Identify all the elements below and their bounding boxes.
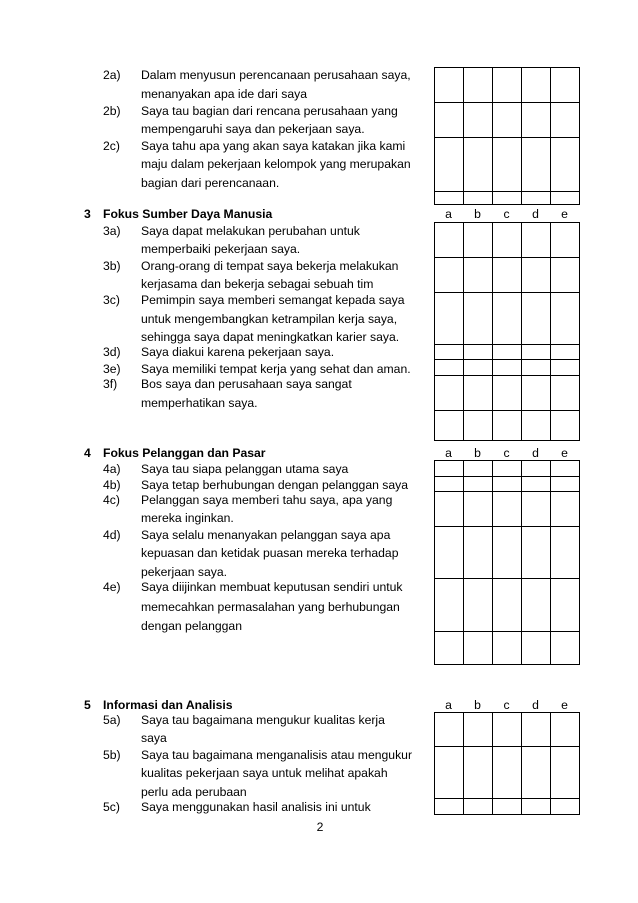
item-text: Saya tahu apa yang akan saya katakan jika kami	[141, 139, 406, 153]
item-text: perlu ada perubaan	[141, 785, 247, 799]
item-label: 5b)	[103, 748, 121, 762]
section-number: 4	[84, 446, 91, 460]
item-label: 4b)	[103, 478, 121, 492]
item-text: sehingga saya dapat meningkatkan karier saya.	[141, 330, 400, 344]
item-text: Orang-orang di tempat saya bekerja melakukan	[141, 259, 399, 273]
column-header: b	[474, 207, 481, 221]
column-header: e	[561, 207, 568, 221]
section-number: 3	[84, 207, 91, 221]
section-title: Fokus Pelanggan dan Pasar	[103, 446, 266, 460]
item-text: Saya dapat melakukan perubahan untuk	[141, 224, 360, 238]
item-text: Saya tau bagian dari rencana perusahaan yang	[141, 104, 398, 118]
item-label: 4a)	[103, 462, 121, 476]
column-header: b	[474, 446, 481, 460]
item-text: Saya tetap berhubungan dengan pelanggan saya	[141, 478, 409, 492]
column-header: c	[503, 207, 510, 221]
item-text: Saya tau siapa pelanggan utama saya	[141, 462, 349, 476]
item-text: Saya memiliki tempat kerja yang sehat dan aman.	[141, 362, 411, 376]
item-label: 4d)	[103, 528, 121, 542]
item-text: Pelanggan saya memberi tahu saya, apa yang	[141, 493, 393, 507]
item-text: memperbaiki pekerjaan saya.	[141, 242, 301, 256]
column-header: e	[561, 698, 568, 712]
item-label: 2c)	[103, 139, 120, 153]
section-title: Informasi dan Analisis	[103, 698, 233, 712]
item-label: 3d)	[103, 345, 121, 359]
item-label: 5a)	[103, 713, 121, 727]
item-text: Saya diakui karena pekerjaan saya.	[141, 345, 335, 359]
column-header: b	[474, 698, 481, 712]
item-label: 3a)	[103, 224, 121, 238]
item-label: 5c)	[103, 800, 120, 814]
item-text: Pemimpin saya memberi semangat kepada saya	[141, 293, 405, 307]
item-label: 3b)	[103, 259, 121, 273]
item-label: 4e)	[103, 580, 121, 594]
item-text: pekerjaan saya.	[141, 565, 228, 579]
item-text: kerjasama dan bekerja sebagai sebuah tim	[141, 277, 374, 291]
item-text: bagian dari perencanaan.	[141, 176, 280, 190]
section-title: Fokus Sumber Daya Manusia	[103, 207, 273, 221]
column-header: a	[445, 207, 452, 221]
item-label: 4c)	[103, 493, 120, 507]
item-text: mempengaruhi saya dan pekerjaan saya.	[141, 122, 365, 136]
item-text: menanyakan apa ide dari saya	[141, 87, 307, 101]
item-text: Dalam menyusun perencanaan perusahaan saya,	[141, 68, 411, 82]
item-label: 2b)	[103, 104, 121, 118]
item-label: 3e)	[103, 362, 121, 376]
item-text: saya	[141, 731, 167, 745]
item-text: Bos saya dan perusahaan saya sangat	[141, 377, 352, 391]
item-text: dengan pelanggan	[141, 619, 242, 633]
column-header: a	[445, 446, 452, 460]
item-label: 2a)	[103, 68, 121, 82]
column-header: d	[532, 698, 539, 712]
item-text: untuk mengembangkan ketrampilan kerja saya,	[141, 312, 398, 326]
item-text: Saya diijinkan membuat keputusan sendiri untuk	[141, 580, 403, 594]
item-label: 3f)	[103, 377, 118, 391]
item-text: memperhatikan saya.	[141, 396, 258, 410]
item-text: Saya tau bagaimana mengukur kualitas kerja	[141, 713, 385, 727]
item-text: kualitas pekerjaan saya untuk melihat apakah	[141, 766, 388, 780]
item-text: Saya tau bagaimana menganalisis atau mengukur	[141, 748, 413, 762]
column-header: e	[561, 446, 568, 460]
item-text: maju dalam pekerjaan kelompok yang merupakan	[141, 157, 411, 171]
item-text: Saya selalu menanyakan pelanggan saya apa	[141, 528, 391, 542]
item-text: Saya menggunakan hasil analisis ini untuk	[141, 800, 371, 814]
column-header: c	[503, 698, 510, 712]
section-number: 5	[84, 698, 91, 712]
column-header: d	[532, 446, 539, 460]
column-header: a	[445, 698, 452, 712]
column-header: d	[532, 207, 539, 221]
item-text: memecahkan permasalahan yang berhubungan	[141, 600, 400, 614]
item-label: 3c)	[103, 293, 120, 307]
column-header: c	[503, 446, 510, 460]
page-number: 2	[316, 820, 324, 834]
item-text: mereka inginkan.	[141, 511, 234, 525]
item-text: kepuasan dan ketidak puasan mereka terhadap	[141, 546, 399, 560]
